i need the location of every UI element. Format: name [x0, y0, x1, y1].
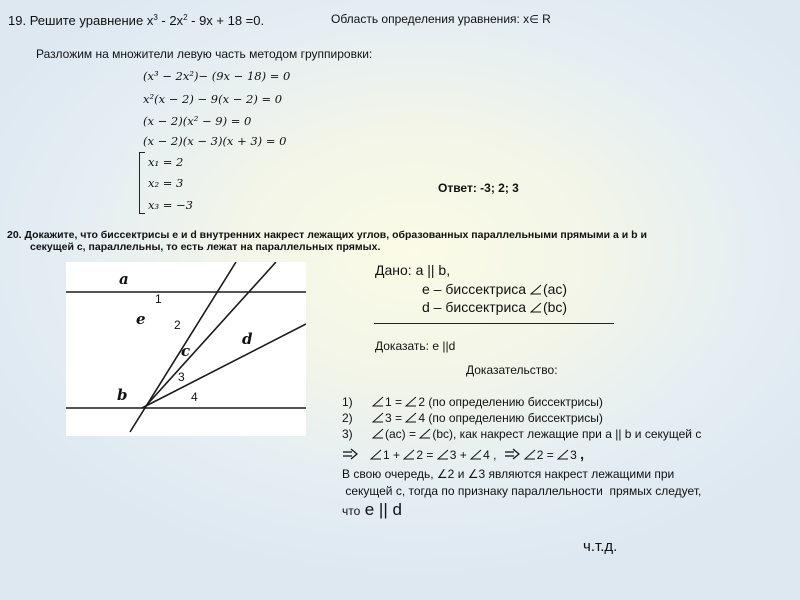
line-d	[142, 324, 306, 408]
given-line-2: e – биссектриса (ac)	[422, 281, 568, 297]
root-1: x₁ = 2	[148, 155, 184, 169]
angle-icon	[530, 284, 542, 295]
angle-number-3: 3	[178, 370, 185, 384]
qed: ч.т.д.	[583, 538, 618, 555]
angle-icon	[372, 396, 384, 407]
line-e	[144, 262, 276, 408]
angle-icon	[372, 412, 384, 423]
proof-item-3: 3) (ac) = (bc), как накрест лежащие при a || b и секущей c	[342, 427, 702, 441]
angle-icon	[405, 396, 417, 407]
domain-statement: Область определения уравнения: x∈ R	[331, 12, 551, 26]
problem-number: 19.	[8, 13, 27, 28]
given-divider	[374, 323, 614, 324]
step-4: (x − 2)(x − 3)(x + 3) = 0	[143, 134, 287, 148]
proof-item-2: 2) 3 = 4 (по определению биссектрисы)	[342, 411, 603, 425]
step-2: x²(x − 2) − 9(x − 2) = 0	[143, 92, 283, 106]
angle-icon	[370, 449, 382, 460]
conclusion-line-2: секущей c, тогда по признаку параллельности прямых следует,	[342, 484, 702, 498]
angle-icon	[419, 428, 431, 439]
angle-number-2: 2	[174, 318, 181, 332]
step-3: (x − 2)(x² − 9) = 0	[143, 114, 252, 128]
factor-intro: Разложим на множители левую часть методом группировки:	[36, 47, 373, 61]
step-1: (x³ − 2x²)− (9x − 18) = 0	[143, 69, 291, 83]
implies-arrow-icon	[504, 448, 520, 460]
label-c: c	[181, 342, 191, 360]
label-a: a	[119, 270, 129, 288]
angle-number-1: 1	[155, 292, 162, 306]
conclusion-line-1: В свою очередь, ∠2 и ∠3 являются накрест лежащими при	[342, 467, 675, 481]
geometry-figure	[66, 262, 306, 436]
label-e: e	[136, 310, 146, 328]
conclusion-line-3: что e || d	[342, 500, 402, 519]
given-line-3: d – биссектриса (bc)	[422, 299, 568, 315]
given-line-1: Дано: a || b,	[375, 262, 451, 278]
angle-icon	[524, 449, 536, 460]
angle-icon	[437, 449, 449, 460]
angle-icon	[470, 449, 482, 460]
answer: Ответ: -3; 2; 3	[438, 181, 519, 195]
angle-icon	[403, 449, 415, 460]
angle-icon	[405, 412, 417, 423]
root-3: x₃ = −3	[148, 198, 193, 212]
implies-arrow-icon	[342, 448, 358, 460]
root-2: x₂ = 3	[148, 176, 184, 190]
problem-label: Решите уравнение	[29, 13, 144, 28]
problem20-statement-line1: 20. Докажите, что биссектрисы e и d внутренних накрест лежащих углов, образованных параллельными прямыми a и b и	[7, 229, 647, 241]
label-b: b	[117, 386, 128, 404]
proof-title: Доказательство:	[466, 363, 558, 377]
equation: $x^3 - 2x^2 - 9x + 18 =0$.	[146, 13, 265, 28]
problem20-statement-line2: секущей c, параллельны, то есть лежат на параллельных прямых.	[30, 241, 381, 253]
roots-bracket	[139, 152, 145, 214]
element-of-icon: ∈	[529, 13, 539, 26]
problem19-heading	[8, 13, 264, 28]
implies-line: 1 + 2 = 3 + 4 , 2 = 3 ,	[342, 446, 584, 462]
angle-icon	[530, 302, 542, 313]
angle-icon	[557, 449, 569, 460]
angle-icon	[372, 428, 384, 439]
label-d: d	[242, 330, 253, 348]
proof-item-1: 1) 1 = 2 (по определению биссектрисы)	[342, 395, 603, 409]
prove-statement: Доказать: e ||d	[375, 339, 456, 353]
angle-number-4: 4	[191, 390, 198, 404]
